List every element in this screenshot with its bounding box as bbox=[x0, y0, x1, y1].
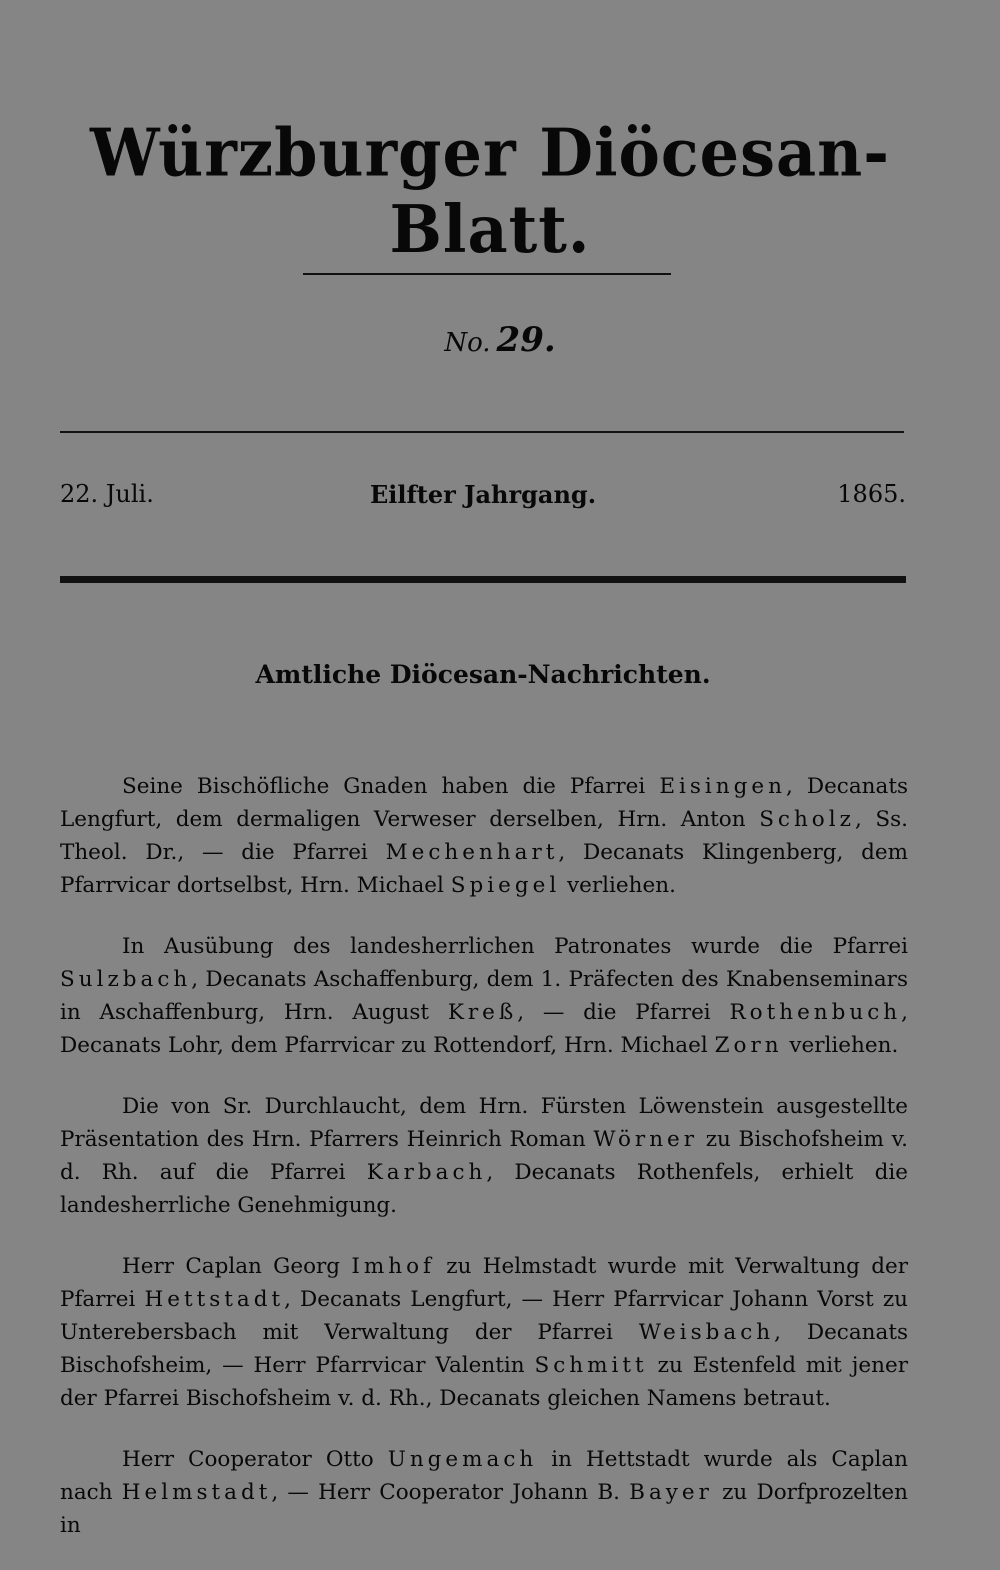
text: , — die Pfarrei bbox=[517, 1000, 730, 1025]
text: , Decanats Klingenberg, dem Pfarrvicar dortselbst, Hrn. Michael bbox=[60, 840, 908, 898]
text: zu Helmstadt wurde mit Verwaltung der Pfarrei bbox=[60, 1254, 908, 1312]
text: Seine Bischöfliche Gnaden haben die Pfarrei bbox=[122, 774, 660, 799]
dateline bbox=[60, 480, 906, 520]
spaced-name: Kreß bbox=[447, 1000, 518, 1025]
paragraph-2 bbox=[60, 930, 908, 1062]
text: zu Estenfeld mit jener der Pfarrei Bischofsheim v. d. Rh., Decanats gleichen Namens betraut. bbox=[60, 1353, 908, 1411]
text: , Decanats Aschaffenburg, dem 1. Präfecten des Knabenseminars in Aschaffenburg, Hrn. August bbox=[60, 967, 908, 1025]
text: Die von Sr. Durchlaucht, dem Hrn. Fürsten Löwenstein ausgestellte Präsentation des Hrn. Pfarrers Heinrich Roman bbox=[60, 1094, 908, 1152]
issue-year: 1865. bbox=[837, 480, 906, 508]
text: in Hettstadt wurde als Caplan nach bbox=[60, 1447, 908, 1505]
spaced-name: Sulzbach bbox=[60, 967, 192, 992]
spaced-name: Wörner bbox=[593, 1127, 699, 1152]
issue-value: 29. bbox=[496, 320, 556, 360]
spaced-name: Schmitt bbox=[534, 1353, 648, 1378]
spaced-name: Eisingen bbox=[659, 774, 786, 799]
text: Herr Cooperator Otto bbox=[122, 1447, 388, 1472]
header-thick-rule bbox=[60, 576, 906, 583]
text: , Decanats Rothenfels, erhielt die landesherrliche Genehmigung. bbox=[60, 1160, 908, 1218]
text: , Decanats Lohr, dem Pfarrvicar zu Rottendorf, Hrn. Michael bbox=[60, 1000, 908, 1058]
text: , — Herr Cooperator Johann B. bbox=[271, 1480, 630, 1505]
volume-label: Eilfter Jahrgang. bbox=[369, 480, 597, 509]
issue-date: 22. Juli. bbox=[60, 480, 154, 508]
article-body bbox=[60, 770, 908, 1570]
text: verliehen. bbox=[560, 873, 676, 898]
spaced-name: Imhof bbox=[351, 1254, 435, 1279]
spaced-name: Helmstadt bbox=[121, 1480, 272, 1505]
text: zu Dorfprozelten in bbox=[60, 1480, 908, 1538]
paragraph-5 bbox=[60, 1443, 908, 1542]
header-rule bbox=[60, 431, 904, 433]
spaced-name: Weisbach bbox=[638, 1320, 775, 1345]
spaced-name: Zorn bbox=[714, 1033, 783, 1058]
text: verliehen. bbox=[782, 1033, 899, 1058]
text: , Decanats Lengfurt, dem dermaligen Verweser derselben, Hrn. Anton bbox=[60, 774, 908, 832]
issue-number bbox=[300, 320, 700, 360]
spaced-name: Mechenhart bbox=[385, 840, 559, 865]
spaced-name: Rothenbuch bbox=[729, 1000, 902, 1025]
section-title: Amtliche Diöcesan-Nachrichten. bbox=[255, 660, 711, 689]
issue-prefix: No. bbox=[444, 328, 491, 358]
text: , Decanats Bischofsheim, — Herr Pfarrvicar Valentin bbox=[60, 1320, 908, 1378]
spaced-name: Spiegel bbox=[450, 873, 561, 898]
text: zu Bischofsheim v. d. Rh. auf die Pfarrei bbox=[60, 1127, 908, 1185]
text: , Ss. Theol. Dr., — die Pfarrei bbox=[60, 807, 908, 865]
spaced-name: Bayer bbox=[629, 1480, 713, 1505]
text: , Decanats Lengfurt, — Herr Pfarrvicar Johann Vorst zu Unterebersbach mit Verwaltung der Pfarrei bbox=[60, 1287, 908, 1345]
spaced-name: Scholz bbox=[759, 807, 855, 832]
text: In Ausübung des landesherrlichen Patronates wurde die Pfarrei bbox=[122, 934, 908, 959]
paragraph-1 bbox=[60, 770, 908, 902]
paragraph-3 bbox=[60, 1090, 908, 1222]
spaced-name: Hettstadt bbox=[144, 1287, 285, 1312]
paragraph-4 bbox=[60, 1250, 908, 1415]
spaced-name: Ungemach bbox=[387, 1447, 538, 1472]
text: Herr Caplan Georg bbox=[122, 1254, 352, 1279]
spaced-name: Karbach bbox=[366, 1160, 487, 1185]
masthead-rule bbox=[303, 273, 671, 275]
masthead-title: Würzburger Diöcesan-Blatt. bbox=[90, 114, 890, 268]
